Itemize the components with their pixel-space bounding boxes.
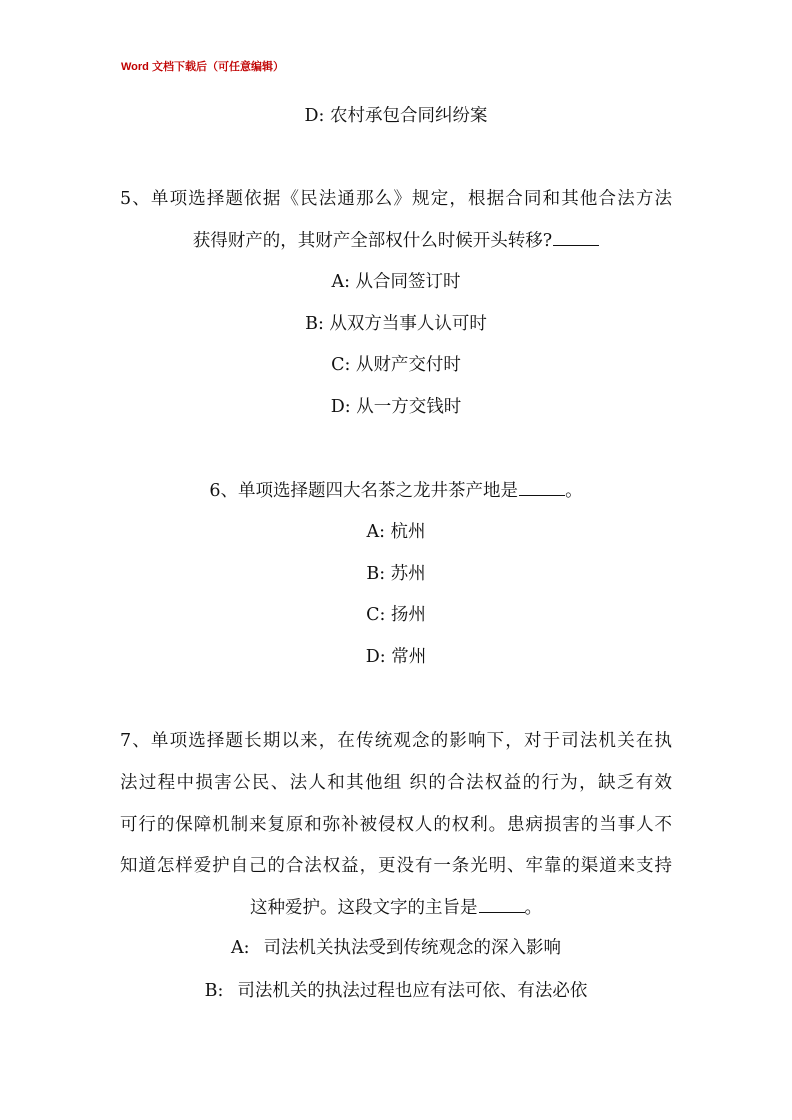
q6-answer-blank: [519, 479, 565, 496]
document-header: Word 文档下载后（可任意编辑）: [121, 61, 284, 73]
q7-option-b-text: 司法机关的执法过程也应有法可依、有法必依: [237, 981, 588, 1001]
q7-stem-line5: [0, 896, 792, 920]
q5-option-d: D: 从一方交钱时: [330, 397, 462, 417]
q5-answer-blank: [553, 229, 599, 246]
q7-stem-line3: 可行的保障机制来复原和弥补被侵权人的权利。患病损害的当事人不: [120, 815, 672, 835]
q7-stem-line2: 法过程中损害公民、法人和其他组 织的合法权益的行为，缺乏有效: [120, 773, 672, 793]
q7-option-b-letter: B:: [204, 981, 224, 1001]
q6-stem-end: 。: [565, 481, 583, 501]
q5-option-a: A: 从合同签订时: [331, 272, 461, 292]
q5-stem-line2: [0, 229, 792, 253]
q7-option-a-letter: A:: [230, 938, 250, 958]
q7-stem-line1: 7、单项选择题长期以来，在传统观念的影响下，对于司法机关在执: [120, 731, 672, 751]
q6-stem-text: 6、单项选择题四大名茶之龙井茶产地是: [209, 481, 519, 501]
q4-option-d: D: 农村承包合同纠纷案: [304, 106, 488, 126]
q7-stem-line4: 知道怎样爱护自己的合法权益，更没有一条光明、牢靠的渠道来支持: [120, 856, 672, 876]
q6-option-c: C: 扬州: [366, 605, 426, 625]
q7-option-a-text: 司法机关执法受到传统观念的深入影响: [263, 938, 562, 958]
q5-stem-line1: 5、单项选择题依据《民法通那么》规定，根据合同和其他合法方法: [120, 189, 672, 209]
q7-option-a: [0, 936, 792, 960]
q5-stem-text: 获得财产的，其财产全部权什么时候开头转移?: [192, 231, 553, 251]
q6-stem: [0, 479, 792, 503]
q6-option-a: A: 杭州: [366, 522, 426, 542]
q7-option-b: [0, 979, 792, 1003]
q5-option-c: C: 从财产交付时: [331, 355, 461, 375]
q7-stem-end: 。: [524, 898, 542, 918]
q6-option-d: D: 常州: [365, 647, 427, 667]
q5-option-b: B: 从双方当事人认可时: [305, 314, 487, 334]
q7-answer-blank: [479, 896, 525, 913]
q6-option-b: B: 苏州: [366, 564, 426, 584]
q7-stem-text: 这种爱护。这段文字的主旨是: [250, 898, 478, 918]
